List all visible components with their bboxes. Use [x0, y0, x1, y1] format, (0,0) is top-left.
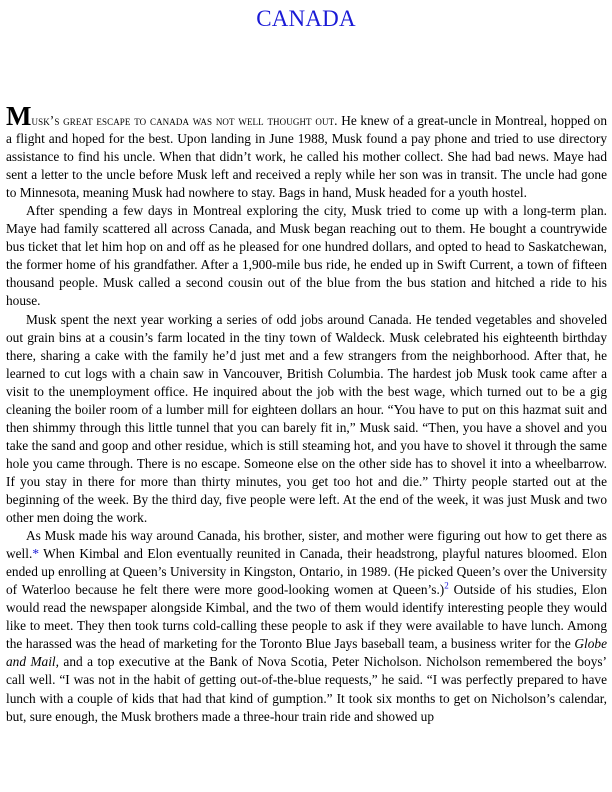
paragraph-1	[6, 101, 607, 202]
paragraph-1-text: He knew of a great-uncle in Montreal, hopped on a flight and hoped for the best. Upon landing in June 1988, Musk found a pay phone and tried to use directory assistance to find his uncle. When that didn’t work, he called his mother collect. She had bad news. Maye had sent a letter to the uncle before Musk left and received a reply while her son was in transit. The uncle had gone to Minnesota, meaning Musk had nowhere to stay. Bags in hand, Musk headed for a youth hostel.	[6, 113, 607, 201]
endnote-ref-link[interactable]: 2	[444, 580, 449, 591]
paragraph-4	[6, 527, 607, 726]
footnote-star-link[interactable]: *	[32, 546, 39, 562]
chapter-body	[6, 101, 608, 726]
paragraph-4-text-d: and a top executive at the Bank of Nova Scotia, Peter Nicholson. Nicholson remembered the boys’ call well. “I was not in the habit of getting out-of-the-blue requests,” he said. “I was perfectly prepared to have lunch with a couple of kids that had that kind of gumption.” It took six months to get on Nicholson’s calendar, but, sure enough, the Musk brothers made a three-hour train ride and showed up	[6, 654, 608, 724]
publication-name: Globe and Mail,	[6, 636, 607, 670]
small-caps-lead: usk’s great escape to canada was not well thought out.	[31, 113, 338, 128]
paragraph-3: Musk spent the next year working a series of odd jobs around Canada. He tended vegetables and shoveled out grain bins at a cousin’s farm located in the tiny town of Waldeck. Musk celebrated his eighteenth birthday there, sharing a cake with the family he’d just met and a few strangers from the neighborhood. After that, he learned to cut logs with a chain saw in Vancouver, British Columbia. The hardest job Musk took came after a visit to the unemployment office. He inquired about the job with the best wage, which turned out to be a gig cleaning the boiler room of a lumber mill for eighteen dollars an hour. “You have to put on this hazmat suit and then shimmy through this little tunnel that you can barely fit in,” Musk said. “Then, you have a shovel and you take the sand and goop and other residue, which is still steaming hot, and you have to shovel it through the same hole you came through. There is no escape. Someone else on the other side has to shovel it into a wheelbarrow. If you stay in there for more than thirty minutes, you get too hot and die.” Thirty people started out at the beginning of the week. By the third day, five people were left. At the end of the week, it was just Musk and two other men doing the work.	[6, 311, 607, 526]
paragraph-4-text-b: When Kimbal and Elon eventually reunited in Canada, their headstrong, playful natures bloomed. Elon ended up enrolling at Queen’s University in Kingston, Ontario, in 1989. (He picked Queen’s over the University of Waterloo because he felt there were more good-looking women at Queen’s.)	[6, 546, 607, 598]
paragraph-2: After spending a few days in Montreal exploring the city, Musk tried to come up with a long-term plan. Maye had family scattered all across Canada, and Musk began reaching out to them. He bought a countrywide bus ticket that let him hop on and off as he pleased for one hundred dollars, and opted to head to Saskatchewan, the former home of his grandfather. After a 1,900-mile bus ride, he ended up in Swift Current, a town of fifteen thousand people. Musk called a second cousin out of the blue from the bus station and hitched a ride to his house.	[6, 203, 607, 309]
paragraph-4-text-c: Outside of his studies, Elon would read the newspaper alongside Kimbal, and the two of them would identify interesting people they would like to meet. They then took turns cold-calling these people to ask if they were available to have lunch. Among the harassed was the head of marketing for the Toronto Blue Jays baseball team, a business writer for the	[6, 582, 608, 652]
paragraph-4-text-a: As Musk made his way around Canada, his brother, sister, and mother were figuring out how to get there as well.	[6, 528, 607, 562]
drop-cap: M	[6, 101, 32, 131]
chapter-title: CANADA	[256, 6, 356, 31]
